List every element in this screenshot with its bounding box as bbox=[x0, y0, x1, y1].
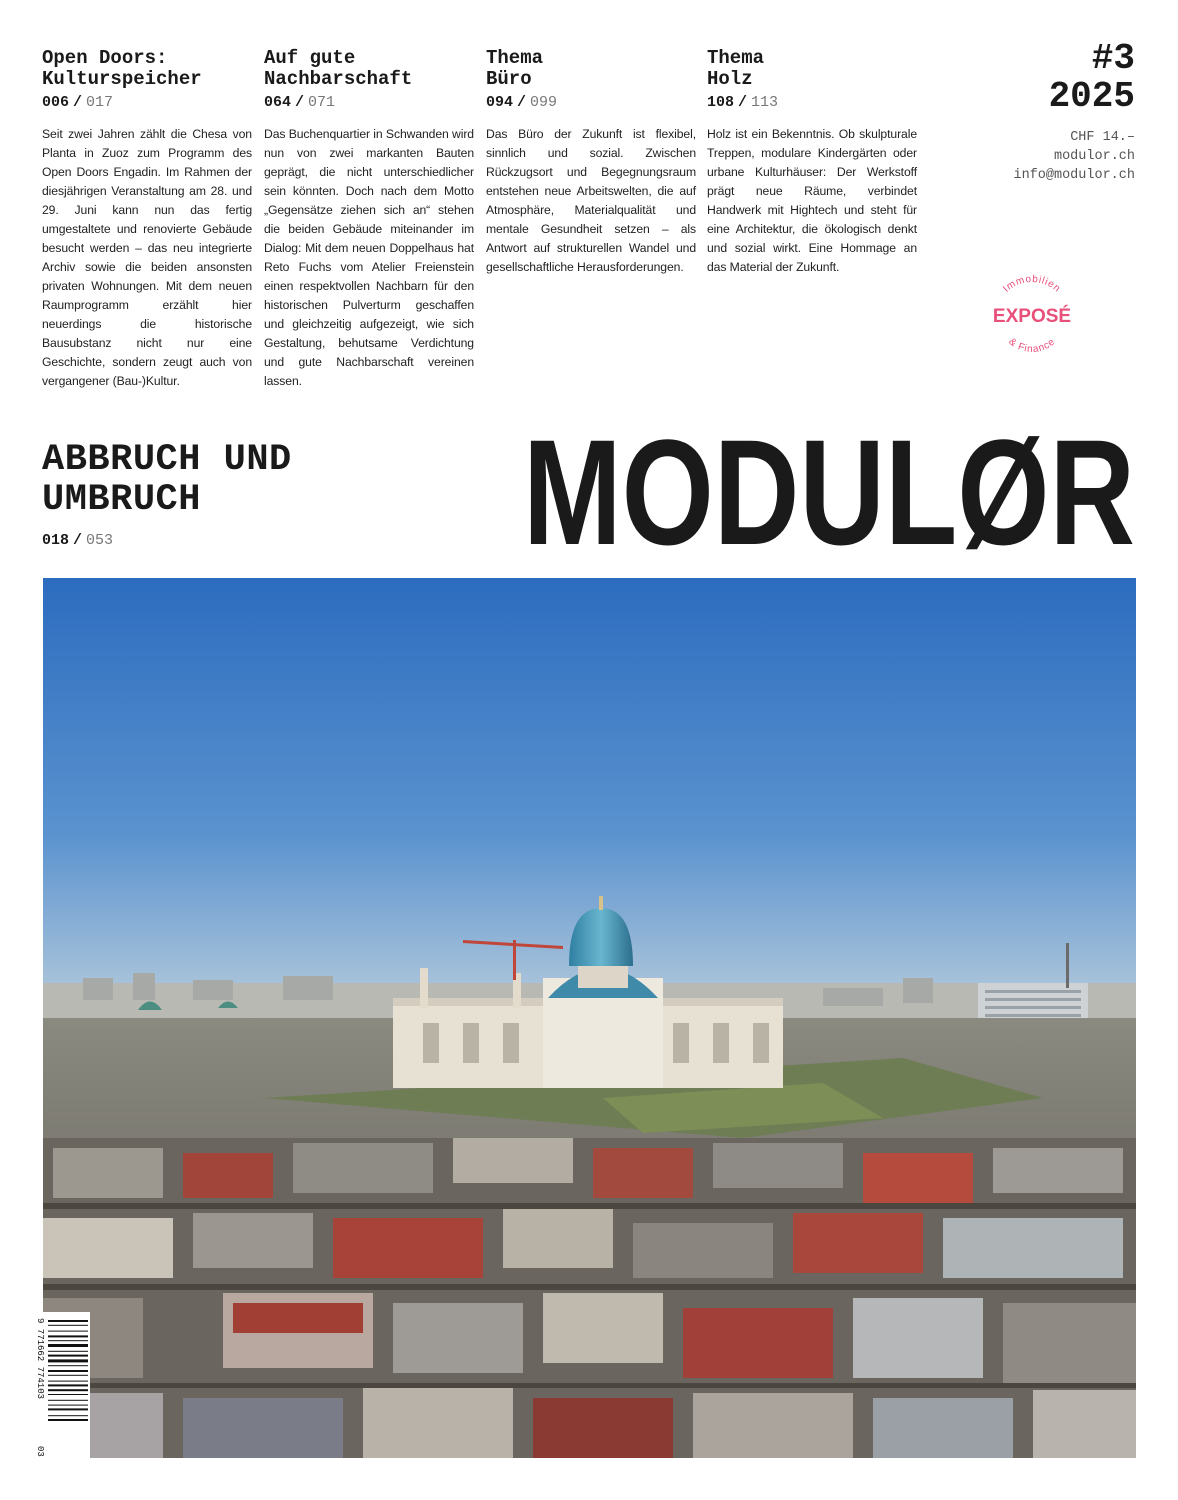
teaser-text: Das Buchenquartier in Schwanden wird nun von zwei markanten Bauten geprägt, die nicht unterschiedlicher sein könnten. Doch nach dem Motto „Gegensätze ziehen sich an“ stehen die beiden Gebäude miteinander im Dialog: Mit dem neuen Doppelhaus hat Reto Fuchs vom Atelier Freienstein einen respektvollen Nachbarn für den historischen Pulverturm geschaffen und gleichzeitig aufgezeigt, wie sich Gestaltung, behutsame Verdichtung und gute Nachbarschaft vereinen lassen. bbox=[264, 127, 474, 388]
barcode-bar bbox=[48, 1340, 88, 1341]
page-to: 053 bbox=[86, 532, 114, 549]
issue-year: 2025 bbox=[1048, 76, 1135, 117]
website-link[interactable]: modulor.ch bbox=[1053, 149, 1135, 164]
barcode-bar bbox=[48, 1384, 88, 1386]
page-to: 113 bbox=[751, 94, 779, 111]
teaser-text: Das Büro der Zukunft ist flexibel, sinnlich und sozial. Zwischen Rückzugsort und Begegnungsraum entstehen neue Arbeitswelten, die auf Atmosphäre, Materialqualität und mentale Gesundheit setzen – als Antwort auf strukturellen Wandel und gesellschaftliche Herausforderungen. bbox=[486, 127, 696, 274]
teaser-title: Open Doors: Kulturspeicher bbox=[42, 47, 202, 90]
teaser-nachbarschaft[interactable] bbox=[264, 48, 474, 391]
issue-info bbox=[1013, 40, 1135, 185]
teaser-pages: 064 / 071 bbox=[264, 94, 336, 111]
barcode-bar bbox=[48, 1365, 88, 1366]
barcode-bar bbox=[48, 1344, 88, 1347]
masthead-text: MODULØR bbox=[523, 422, 1135, 562]
issue-number: #3 bbox=[1091, 38, 1135, 79]
teaser-pages: 006 / 017 bbox=[42, 94, 114, 111]
barcode-bar bbox=[48, 1415, 88, 1416]
issue-meta bbox=[1013, 128, 1135, 185]
barcode-bar bbox=[48, 1359, 88, 1362]
barcode-bar bbox=[48, 1419, 88, 1421]
teaser-open-doors[interactable] bbox=[42, 48, 252, 391]
barcode-svg bbox=[30, 1312, 90, 1458]
barcode-bar bbox=[48, 1400, 88, 1401]
teaser-title: Thema Holz bbox=[707, 47, 765, 90]
page-from: 064 bbox=[264, 94, 292, 111]
barcode-bar bbox=[48, 1331, 88, 1332]
barcode-bar bbox=[48, 1375, 88, 1376]
expose-stamp bbox=[982, 266, 1082, 366]
page-from: 018 bbox=[42, 532, 70, 549]
barcode-bar bbox=[48, 1320, 88, 1322]
barcode-bar bbox=[48, 1405, 88, 1406]
stamp-bottom-text: & Finance bbox=[1006, 336, 1058, 356]
page-from: 108 bbox=[707, 94, 735, 111]
teaser-title: Thema Büro bbox=[486, 47, 544, 90]
teaser-pages: 108 / 113 bbox=[707, 94, 779, 111]
barcode-bar bbox=[48, 1355, 88, 1357]
barcode-bar bbox=[48, 1394, 88, 1395]
masthead-logo bbox=[523, 422, 1138, 562]
barcode-bar bbox=[48, 1351, 88, 1352]
page-from: 006 bbox=[42, 94, 70, 111]
barcode-bar bbox=[48, 1408, 88, 1410]
teaser-buero[interactable] bbox=[486, 48, 696, 277]
issue-price: CHF 14.– bbox=[1070, 130, 1135, 145]
barcode-bar bbox=[48, 1381, 88, 1382]
email-link[interactable]: info@modulor.ch bbox=[1013, 168, 1135, 183]
cover-photo-illustration bbox=[43, 578, 1136, 1458]
stamp-top-text: Immobilien bbox=[1001, 273, 1063, 295]
cover-photo bbox=[43, 578, 1136, 1458]
page-to: 099 bbox=[530, 94, 558, 111]
page-to: 071 bbox=[308, 94, 336, 111]
barcode-digits: 9 771662 774103 bbox=[35, 1318, 45, 1400]
teaser-pages: 094 / 099 bbox=[486, 94, 558, 111]
page-from: 094 bbox=[486, 94, 514, 111]
stamp-main-text: EXPOSÉ bbox=[992, 306, 1072, 327]
teaser-holz[interactable] bbox=[707, 48, 917, 277]
teaser-title: Auf gute Nachbarschaft bbox=[264, 47, 413, 90]
feature-pages: 018 / 053 bbox=[42, 532, 114, 549]
feature-story[interactable] bbox=[42, 440, 362, 549]
page-to: 017 bbox=[86, 94, 114, 111]
barcode bbox=[30, 1312, 90, 1458]
feature-title: ABBRUCH UND UMBRUCH bbox=[42, 439, 292, 521]
teaser-text: Seit zwei Jahren zählt die Chesa von Planta in Zuoz zum Programm des Open Doors Engadin. Im Rahmen der diesjährigen Veranstaltung am 28. und 29. Juni kann nun das fertig umgestaltete und renovierte Gebäude besucht werden – das neu integrierte Archiv sowie die beiden ansonsten privaten Wohnungen. Mit dem neuen Raumprogramm erzählt hier neuerdings die historische Bausubstanz nicht nur eine Geschichte, sondern zeugt auch von vergangener (Bau-)Kultur. bbox=[42, 127, 252, 388]
barcode-bar bbox=[48, 1389, 88, 1391]
barcode-bar bbox=[48, 1335, 88, 1337]
teaser-text: Holz ist ein Bekenntnis. Ob skulpturale Treppen, modulare Kindergärten oder urbane Kulturhäuser: Der Werkstoff prägt neue Räume, verbindet Handwerk mit Hightech und steht für eine Architektur, die ökologisch denkt und sozial wirkt. Eine Hommage an das Material der Zukunft. bbox=[707, 127, 917, 274]
barcode-bar bbox=[48, 1370, 88, 1372]
barcode-addon: 03 bbox=[35, 1446, 45, 1457]
barcode-bar bbox=[48, 1325, 88, 1326]
